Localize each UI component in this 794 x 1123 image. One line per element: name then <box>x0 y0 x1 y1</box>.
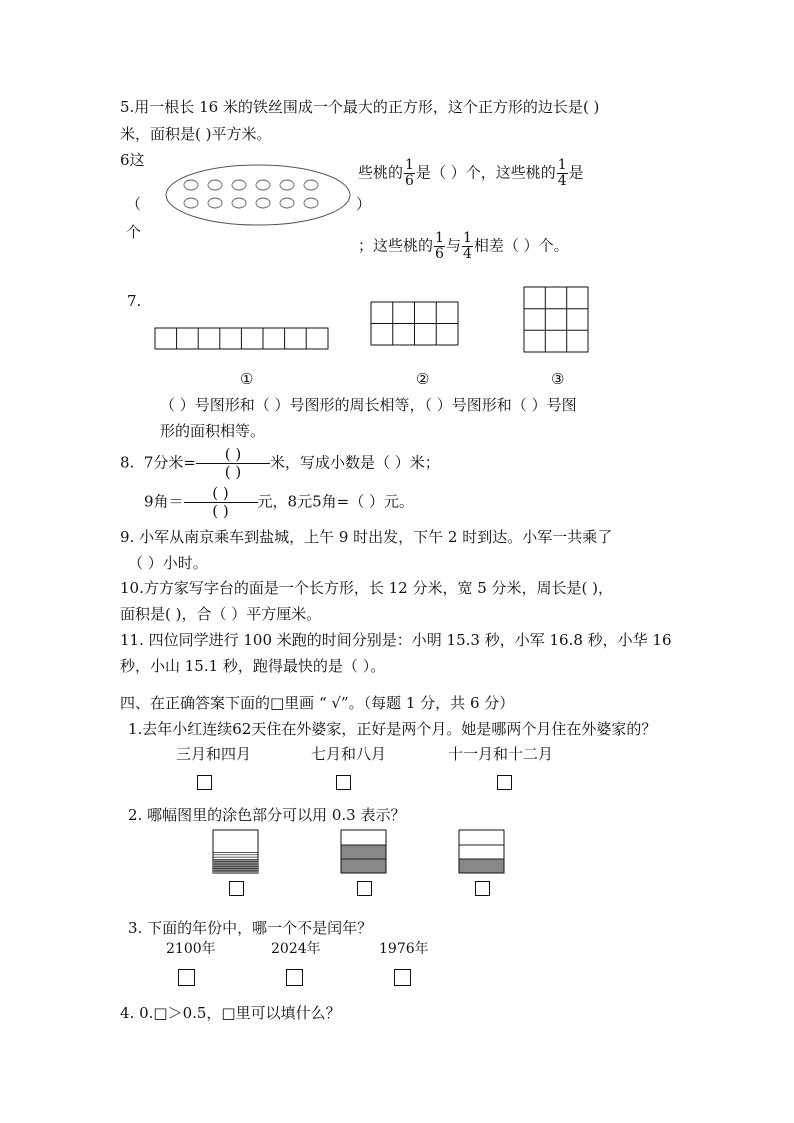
s4-q2-checkbox-3[interactable] <box>475 881 490 896</box>
figure-2-label: ② <box>416 370 430 388</box>
s4-q1-option-3: 十一月和十二月 <box>448 745 554 763</box>
q11-line1: 11. 四位同学进行 100 米跑的时间分别是：小明 15.3 秒，小军 16.8 秒，小华 16 <box>120 631 672 649</box>
s4-q1-checkbox-1[interactable] <box>197 775 212 790</box>
section4-title: 四、在正确答案下面的□里画 “ √”。（每题 1 分，共 6 分） <box>120 694 515 712</box>
q7-line1: （ ）号图形和（ ）号图形的周长相等，（ ）号图形和（ ）号图 <box>160 396 577 414</box>
q11-line2: 秒，小山 15.1 秒，跑得最快的是（ ）。 <box>120 657 386 675</box>
q5-line2: 米，面积是( )平方米。 <box>120 125 272 143</box>
option-b-shaded-bar <box>340 829 388 875</box>
figure-3-label: ③ <box>551 370 565 388</box>
s4-q3-checkbox-3[interactable] <box>394 969 411 986</box>
figure-2-grid <box>370 301 460 347</box>
q10-line2: 面积是( )，合（ ）平方厘米。 <box>120 605 322 623</box>
q7-number: 7. <box>127 292 142 310</box>
figure-1-label: ① <box>240 370 254 388</box>
q6-left-unit: 个 <box>126 223 142 241</box>
q8-line-a: 8. 7分米= ( ) ( ) 米，写成小数是（ ）米； <box>120 445 440 481</box>
q8-line-b: 9角＝ ( ) ( ) 元，8元5角=（ ）元。 <box>144 484 414 520</box>
option-c-shaded-bar <box>458 829 506 875</box>
q9-line1: 9. 小军从南京乘车到盐城，上午 9 时出发，下午 2 时到达。小军一共乘了 <box>120 528 613 546</box>
s4-q3-text: 3. 下面的年份中，哪一个不是闰年？ <box>128 919 373 937</box>
q5-line1: 5.用一根长 16 米的铁丝围成一个最大的正方形，这个正方形的边长是( ) <box>120 98 600 116</box>
s4-q4-text: 4. 0.□＞0.5，□里可以填什么？ <box>120 1004 341 1022</box>
option-a-striped-bar <box>212 829 260 875</box>
figure-1-strip <box>154 327 330 351</box>
q6-number: 6这 <box>120 151 145 169</box>
q6-left-paren: （ <box>126 195 142 213</box>
s4-q3-option-1: 2100年 <box>166 941 216 957</box>
s4-q3-checkbox-2[interactable] <box>286 969 303 986</box>
q7-line2: 形的面积相等。 <box>160 422 266 440</box>
figure-3-grid <box>523 286 590 354</box>
s4-q3-option-3: 1976年 <box>379 941 429 957</box>
s4-q2-text: 2. 哪幅图里的涂色部分可以用 0.3 表示？ <box>128 806 406 824</box>
s4-q1-option-2: 七月和八月 <box>311 745 387 763</box>
q6-right-paren: ） <box>356 195 372 213</box>
peach-ellipse-picture <box>164 163 352 227</box>
s4-q2-checkbox-2[interactable] <box>357 881 372 896</box>
q6-line-b: ；这些桃的 $\frac{1}{6}$ 与 $\frac{1}{4}$ 相差（ ）个。 <box>358 230 569 262</box>
s4-q3-checkbox-1[interactable] <box>178 969 195 986</box>
s4-q1-text: 1.去年小红连续62天住在外婆家，正好是两个月。她是哪两个月住在外婆家的？ <box>128 720 657 738</box>
s4-q1-checkbox-3[interactable] <box>497 775 512 790</box>
s4-q3-option-2: 2024年 <box>271 941 321 957</box>
q10-line1: 10.方方家写字台的面是一个长方形，长 12 分米，宽 5 分米，周长是( )， <box>120 579 614 597</box>
s4-q1-checkbox-2[interactable] <box>336 775 351 790</box>
q9-line2: （ ）小时。 <box>128 554 208 572</box>
s4-q2-checkbox-1[interactable] <box>229 881 244 896</box>
q6-line-a: 些桃的 $\frac{1}{6}$ 是（ ）个，这些桃的 $\frac{1}{4}$ 是 <box>358 157 584 189</box>
s4-q1-option-1: 三月和四月 <box>176 745 252 763</box>
